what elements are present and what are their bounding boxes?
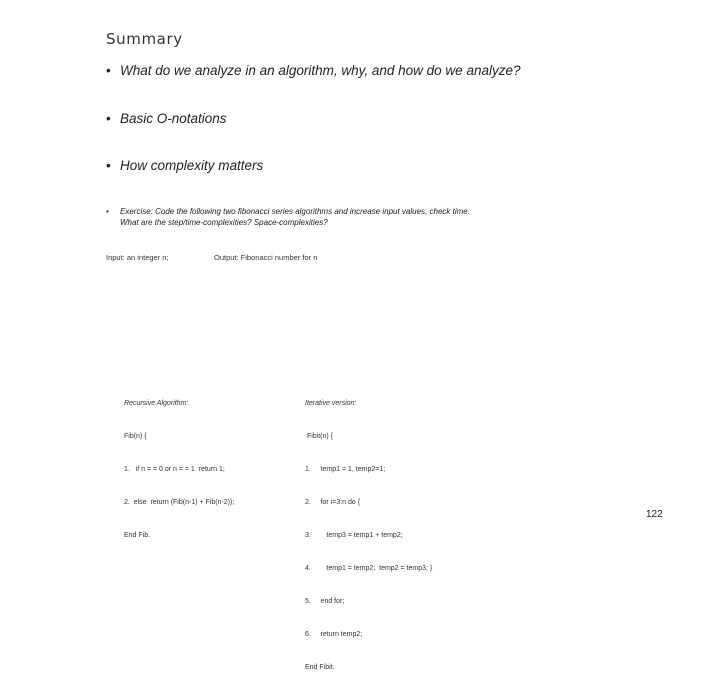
code-line: Fib(n) {	[124, 433, 147, 440]
code-line: End Fibit.	[305, 664, 335, 671]
bullet-icon: •	[106, 63, 111, 78]
input-label: Input: an integer n;	[106, 253, 169, 262]
bullet-icon: •	[106, 207, 109, 216]
bullet-item-analyze	[106, 63, 520, 78]
code-line: 1. if n = = 0 or n = = 1 return 1;	[124, 466, 225, 473]
iterative-algorithm-block	[305, 376, 432, 695]
exercise-bullet	[106, 206, 470, 228]
bullet-text: What do we analyze in an algorithm, why, and how do we analyze?	[120, 63, 521, 78]
bullet-icon: •	[106, 111, 111, 126]
bullet-item-complexity	[106, 158, 263, 173]
recursive-algorithm-block	[124, 376, 234, 563]
output-label: Output: Fibonacci number for n	[214, 253, 318, 262]
code-line: 2. else return (Fib(n-1) + Fib(n-2));	[124, 499, 235, 506]
code-line: 4. temp1 = temp2; temp2 = temp3; }	[305, 565, 433, 572]
bullet-icon: •	[106, 158, 111, 173]
recursive-algorithm-title: Recursive Algorithm:	[124, 400, 189, 407]
slide-title: Summary	[106, 30, 183, 48]
bullet-text: Basic O-notations	[120, 111, 227, 126]
code-line: 5. end for;	[305, 598, 345, 605]
exercise-line-1: Exercise: Code the following two fibonacci series algorithms and increase input values, check time.	[120, 207, 470, 216]
bullet-text: How complexity matters	[120, 158, 264, 173]
code-line: 3. temp3 = temp1 + temp2;	[305, 532, 403, 539]
page-number: 122	[646, 509, 663, 520]
iterative-algorithm-title: Iterative version:	[305, 400, 357, 407]
code-line: End Fib.	[124, 532, 151, 539]
code-line: 6. return temp2;	[305, 631, 363, 638]
code-line: 2. for i=3:n do {	[305, 499, 361, 506]
code-line: Fibit(n) {	[305, 433, 334, 440]
exercise-line-2: What are the step/time-complexities? Space-complexities?	[120, 218, 328, 227]
code-line: 1. temp1 = 1, temp2=1;	[305, 466, 386, 473]
bullet-item-o-notations	[106, 111, 227, 126]
